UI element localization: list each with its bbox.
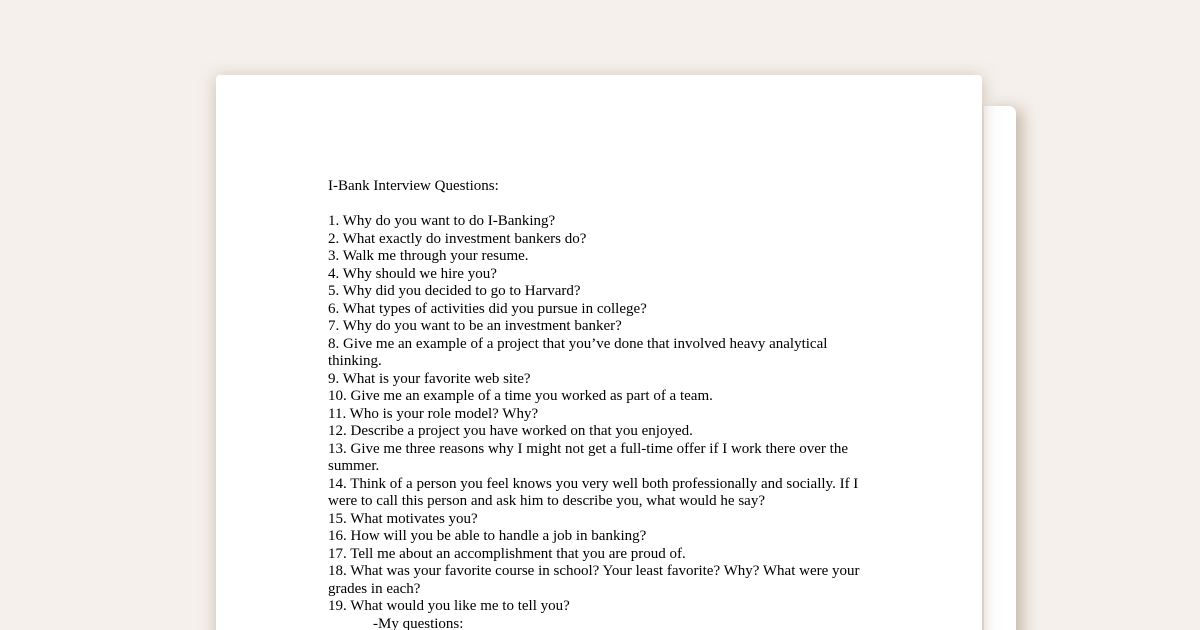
document-line: 13. Give me three reasons why I might not get a full-time offer if I work there over the bbox=[328, 440, 848, 457]
document-line: 4. Why should we hire you? bbox=[328, 265, 497, 282]
document-line: 17. Tell me about an accomplishment that you are proud of. bbox=[328, 545, 686, 562]
document-line: 6. What types of activities did you pursue in college? bbox=[328, 300, 647, 317]
document-line: thinking. bbox=[328, 353, 382, 369]
document-line: 1. Why do you want to do I-Banking? bbox=[328, 213, 556, 229]
document-line: 19. What would you like me to tell you? bbox=[328, 598, 570, 614]
document-line: 9. What is your favorite web site? bbox=[328, 370, 531, 387]
document-line: 14. Think of a person you feel knows you very well both professionally and socially. If I bbox=[328, 475, 859, 492]
document-line: 16. How will you be able to handle a job in banking? bbox=[328, 528, 647, 544]
document-line: 3. Walk me through your resume. bbox=[328, 248, 529, 264]
document-line: -My questions: bbox=[328, 615, 464, 630]
document-line: grades in each? bbox=[328, 580, 421, 597]
document-line: were to call this person and ask him to describe you, what would he say? bbox=[328, 493, 765, 509]
document-page-2-edge bbox=[984, 106, 1016, 630]
document-title: I-Bank Interview Questions: bbox=[328, 178, 499, 194]
document-line: 8. Give me an example of a project that you’ve done that involved heavy analytical bbox=[328, 335, 828, 352]
document-line: summer. bbox=[328, 458, 380, 474]
document-line: 12. Describe a project you have worked on that you enjoyed. bbox=[328, 423, 693, 439]
document-line: 11. Who is your role model? Why? bbox=[328, 405, 539, 422]
question-list bbox=[328, 213, 870, 630]
document-line: 10. Give me an example of a time you worked as part of a team. bbox=[328, 388, 713, 404]
document-line: 7. Why do you want to be an investment banker? bbox=[328, 318, 622, 334]
document-line: 5. Why did you decided to go to Harvard? bbox=[328, 283, 581, 299]
document-line: 2. What exactly do investment bankers do? bbox=[328, 230, 587, 247]
document-line: 18. What was your favorite course in school? Your least favorite? Why? What were your bbox=[328, 563, 860, 579]
document-line: 15. What motivates you? bbox=[328, 510, 478, 527]
document-page-1 bbox=[216, 75, 982, 630]
